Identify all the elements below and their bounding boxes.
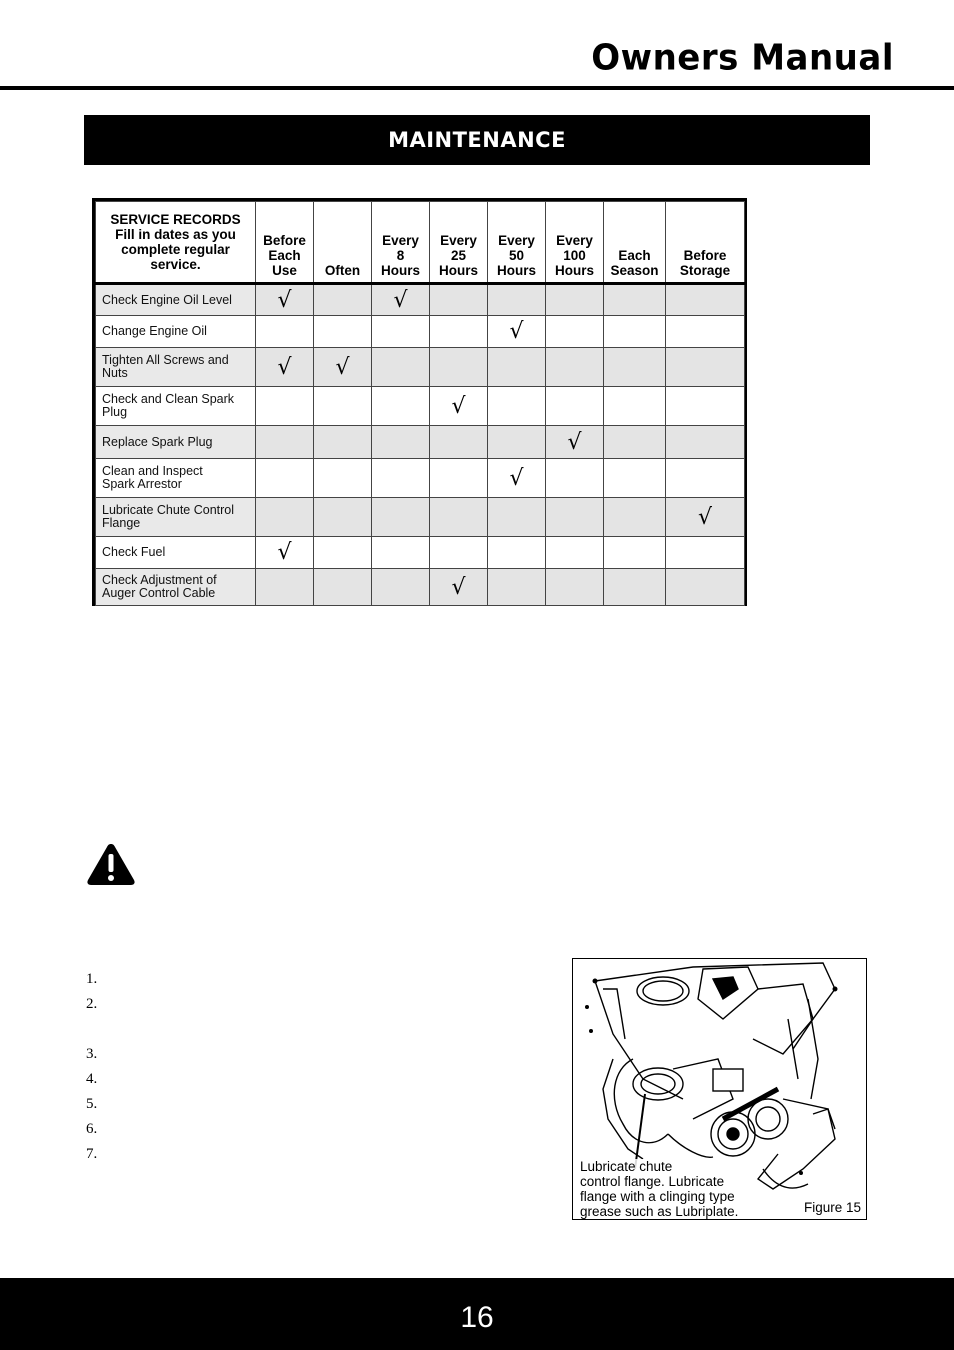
- check-mark-cell: √: [256, 284, 314, 316]
- empty-cell: [604, 426, 666, 459]
- empty-cell: [604, 348, 666, 387]
- task-cell: Replace Spark Plug: [96, 426, 256, 459]
- table-row: [96, 537, 745, 569]
- table-row: [96, 387, 745, 426]
- task-cell: Change Engine Oil: [96, 316, 256, 348]
- empty-cell: [546, 537, 604, 569]
- empty-cell: [604, 316, 666, 348]
- service-table: [95, 201, 745, 606]
- empty-cell: [666, 316, 745, 348]
- section-title-band: [84, 115, 870, 165]
- step-number: 7.: [86, 1146, 98, 1162]
- manual-title: Owners Manual: [591, 37, 894, 79]
- page-footer: [0, 1278, 954, 1350]
- check-mark-cell: √: [430, 387, 488, 426]
- empty-cell: [256, 569, 314, 606]
- empty-cell: [430, 348, 488, 387]
- table-row: [96, 498, 745, 537]
- empty-cell: [666, 284, 745, 316]
- empty-cell: [314, 498, 372, 537]
- task-cell: Tighten All Screws and Nuts: [96, 348, 256, 387]
- table-row: [96, 316, 745, 348]
- column-header: Before Each Use: [256, 202, 314, 284]
- column-header: Every 8 Hours: [372, 202, 430, 284]
- empty-cell: [314, 316, 372, 348]
- empty-cell: [430, 316, 488, 348]
- empty-cell: [430, 426, 488, 459]
- empty-cell: [546, 316, 604, 348]
- section-title: MAINTENANCE: [388, 128, 566, 152]
- empty-cell: [372, 387, 430, 426]
- table-body: [96, 284, 745, 606]
- empty-cell: [604, 537, 666, 569]
- step-number: 6.: [86, 1121, 98, 1137]
- figure-15: [572, 958, 867, 1220]
- empty-cell: [430, 498, 488, 537]
- figure-label: Figure 15: [803, 1200, 861, 1215]
- empty-cell: [372, 316, 430, 348]
- empty-cell: [314, 284, 372, 316]
- empty-cell: [314, 387, 372, 426]
- step-number: 4.: [86, 1071, 98, 1087]
- empty-cell: [546, 284, 604, 316]
- empty-cell: [666, 426, 745, 459]
- empty-cell: [604, 387, 666, 426]
- empty-cell: [666, 387, 745, 426]
- column-header: Often: [314, 202, 372, 284]
- step-number: 2.: [86, 996, 98, 1012]
- check-mark-cell: √: [666, 498, 745, 537]
- step-number: 1.: [86, 971, 98, 987]
- empty-cell: [430, 459, 488, 498]
- check-mark-cell: √: [314, 348, 372, 387]
- empty-cell: [372, 348, 430, 387]
- check-mark-cell: √: [256, 537, 314, 569]
- empty-cell: [604, 284, 666, 316]
- check-mark-cell: √: [256, 348, 314, 387]
- column-header: SERVICE RECORDS Fill in dates as you complete regular service.: [96, 202, 256, 284]
- empty-cell: [488, 284, 546, 316]
- empty-cell: [372, 498, 430, 537]
- empty-cell: [666, 569, 745, 606]
- empty-cell: [666, 537, 745, 569]
- empty-cell: [372, 426, 430, 459]
- task-cell: Check and Clean Spark Plug: [96, 387, 256, 426]
- empty-cell: [488, 426, 546, 459]
- empty-cell: [546, 569, 604, 606]
- empty-cell: [372, 459, 430, 498]
- empty-cell: [372, 569, 430, 606]
- empty-cell: [256, 426, 314, 459]
- table-row: [96, 284, 745, 316]
- table-row: [96, 569, 745, 606]
- empty-cell: [314, 459, 372, 498]
- empty-cell: [488, 537, 546, 569]
- empty-cell: [546, 348, 604, 387]
- column-header: Before Storage: [666, 202, 745, 284]
- empty-cell: [488, 348, 546, 387]
- empty-cell: [256, 498, 314, 537]
- column-header: Every 100 Hours: [546, 202, 604, 284]
- task-cell: Check Fuel: [96, 537, 256, 569]
- header-rule: [0, 86, 954, 90]
- empty-cell: [604, 459, 666, 498]
- column-header: Each Season: [604, 202, 666, 284]
- empty-cell: [666, 459, 745, 498]
- column-header: Every 50 Hours: [488, 202, 546, 284]
- empty-cell: [430, 537, 488, 569]
- empty-cell: [604, 498, 666, 537]
- empty-cell: [488, 387, 546, 426]
- column-header: Every 25 Hours: [430, 202, 488, 284]
- empty-cell: [256, 387, 314, 426]
- step-number: 3.: [86, 1046, 98, 1062]
- task-cell: Lubricate Chute Control Flange: [96, 498, 256, 537]
- check-mark-cell: √: [546, 426, 604, 459]
- empty-cell: [488, 498, 546, 537]
- service-records-table: [92, 198, 747, 606]
- empty-cell: [666, 348, 745, 387]
- empty-cell: [314, 537, 372, 569]
- check-mark-cell: √: [372, 284, 430, 316]
- table-row: [96, 459, 745, 498]
- step-number: 5.: [86, 1096, 98, 1112]
- empty-cell: [314, 569, 372, 606]
- empty-cell: [256, 316, 314, 348]
- figure-caption: Lubricate chute control flange. Lubricate flange with a clinging type grease such as Lubriplate.: [580, 1159, 739, 1219]
- page-number: 16: [460, 1301, 494, 1334]
- table-header-row: [96, 202, 745, 284]
- check-mark-cell: √: [488, 316, 546, 348]
- empty-cell: [604, 569, 666, 606]
- empty-cell: [546, 459, 604, 498]
- empty-cell: [372, 537, 430, 569]
- empty-cell: [546, 387, 604, 426]
- empty-cell: [488, 569, 546, 606]
- empty-cell: [314, 426, 372, 459]
- empty-cell: [256, 459, 314, 498]
- task-cell: Check Engine Oil Level: [96, 284, 256, 316]
- warning-triangle-icon: [86, 842, 136, 887]
- task-cell: Clean and Inspect Spark Arrestor: [96, 459, 256, 498]
- empty-cell: [546, 498, 604, 537]
- table-row: [96, 426, 745, 459]
- check-mark-cell: √: [488, 459, 546, 498]
- check-mark-cell: √: [430, 569, 488, 606]
- empty-cell: [430, 284, 488, 316]
- task-cell: Check Adjustment of Auger Control Cable: [96, 569, 256, 606]
- table-row: [96, 348, 745, 387]
